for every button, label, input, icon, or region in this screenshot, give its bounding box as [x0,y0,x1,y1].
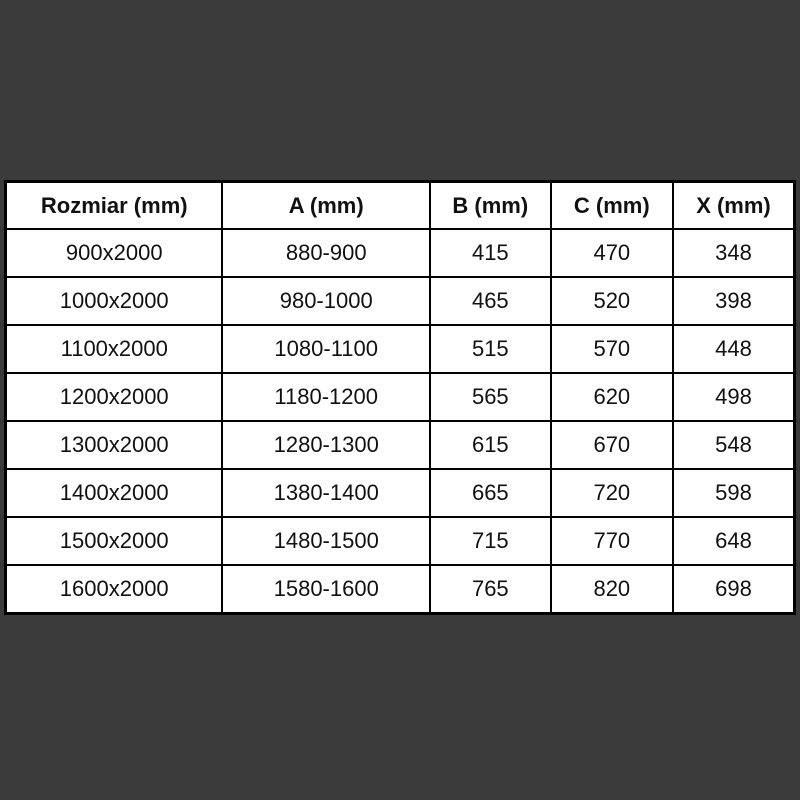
table-cell: 698 [673,565,795,614]
table-cell: 1100x2000 [6,325,223,373]
table-row [6,469,795,517]
table-row [6,325,795,373]
table-cell: 615 [430,421,551,469]
table-cell: 470 [551,229,673,277]
column-header: C (mm) [551,182,673,230]
table-cell: 498 [673,373,795,421]
table-cell: 1080-1100 [222,325,430,373]
table-row [6,277,795,325]
table-cell: 448 [673,325,795,373]
table-cell: 520 [551,277,673,325]
table-cell: 1180-1200 [222,373,430,421]
table-header-row [6,182,795,230]
table-cell: 1300x2000 [6,421,223,469]
column-header: X (mm) [673,182,795,230]
table-cell: 1480-1500 [222,517,430,565]
table-cell: 515 [430,325,551,373]
table-row [6,373,795,421]
table-cell: 1280-1300 [222,421,430,469]
table-cell: 715 [430,517,551,565]
table-cell: 415 [430,229,551,277]
table-cell: 398 [673,277,795,325]
column-header: A (mm) [222,182,430,230]
table-cell: 770 [551,517,673,565]
table-cell: 880-900 [222,229,430,277]
table-cell: 548 [673,421,795,469]
table-cell: 620 [551,373,673,421]
table-cell: 720 [551,469,673,517]
table-cell: 900x2000 [6,229,223,277]
spec-table-container [4,180,796,615]
table-cell: 980-1000 [222,277,430,325]
table-row [6,517,795,565]
table-cell: 465 [430,277,551,325]
table-cell: 570 [551,325,673,373]
size-spec-table [4,180,796,615]
table-cell: 598 [673,469,795,517]
table-cell: 1600x2000 [6,565,223,614]
table-row [6,421,795,469]
table-cell: 765 [430,565,551,614]
table-cell: 1580-1600 [222,565,430,614]
table-cell: 665 [430,469,551,517]
table-row [6,565,795,614]
table-cell: 670 [551,421,673,469]
table-cell: 348 [673,229,795,277]
table-cell: 648 [673,517,795,565]
column-header: Rozmiar (mm) [6,182,223,230]
table-cell: 1400x2000 [6,469,223,517]
table-cell: 565 [430,373,551,421]
table-cell: 1380-1400 [222,469,430,517]
table-cell: 820 [551,565,673,614]
table-cell: 1200x2000 [6,373,223,421]
table-cell: 1000x2000 [6,277,223,325]
table-row [6,229,795,277]
column-header: B (mm) [430,182,551,230]
table-cell: 1500x2000 [6,517,223,565]
